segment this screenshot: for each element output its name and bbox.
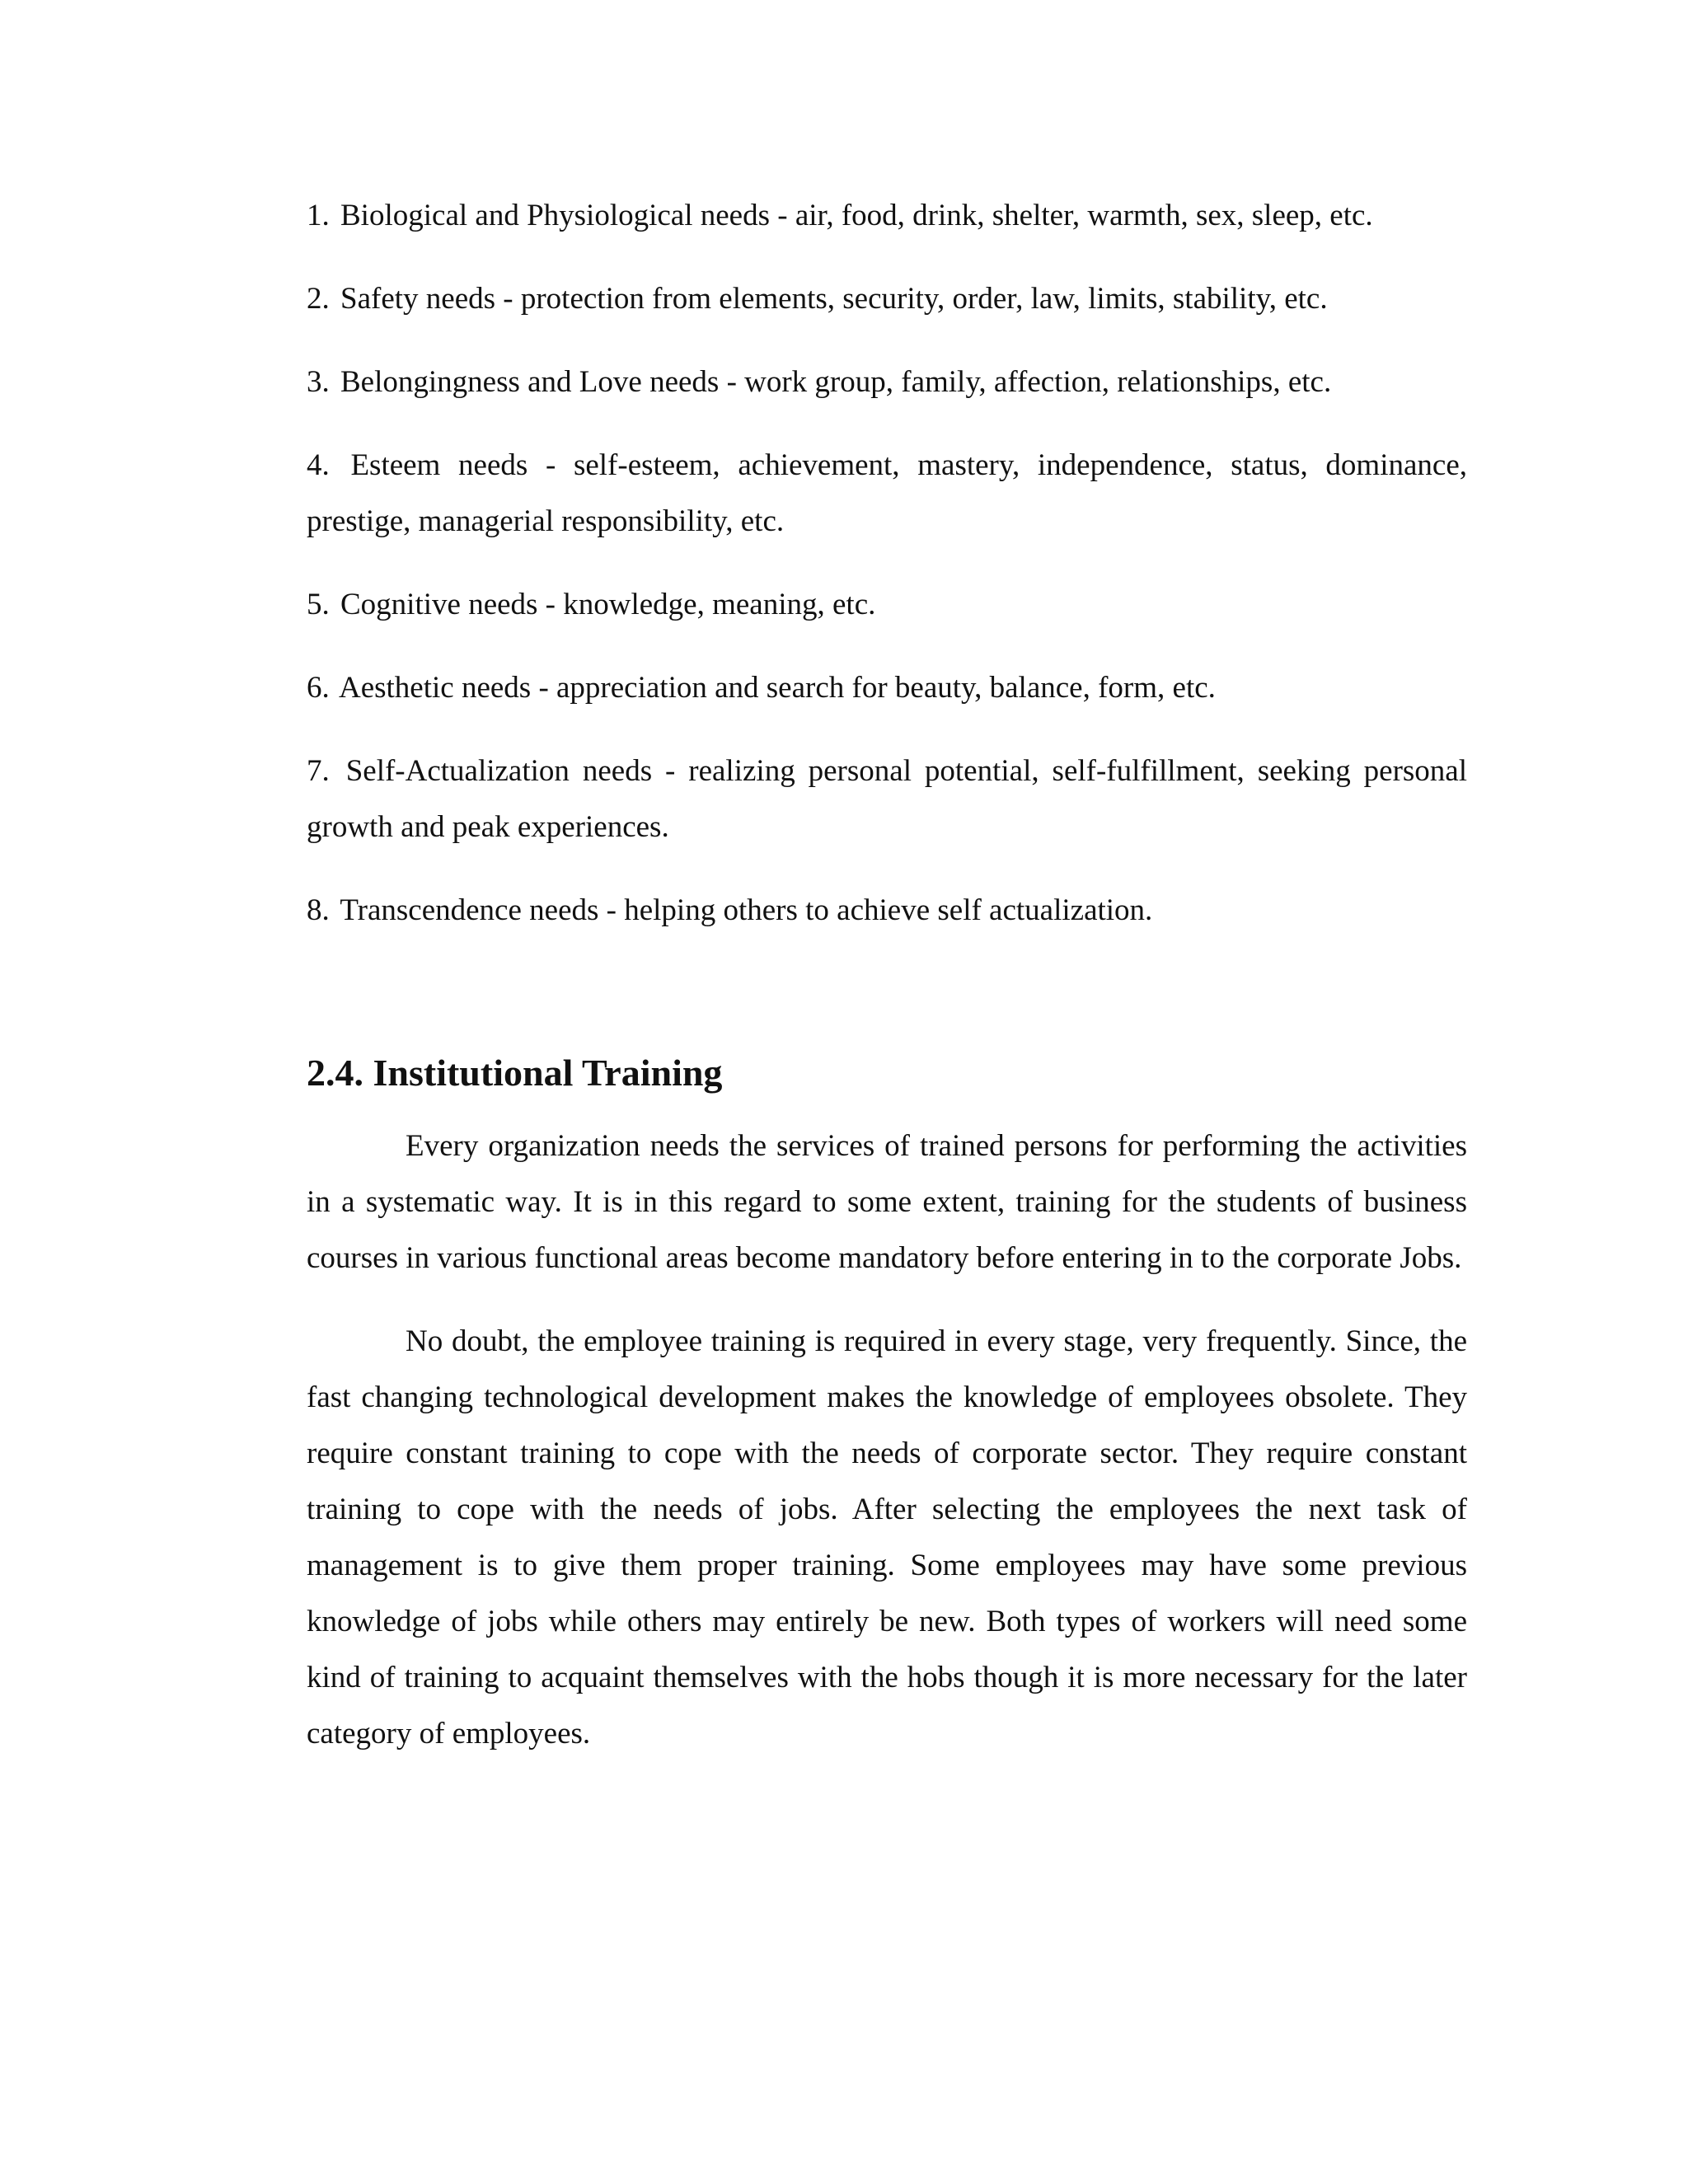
list-item-number: 2.: [307, 282, 330, 316]
page-content: [307, 188, 1467, 1789]
section-heading: 2.4. Institutional Training: [307, 1052, 723, 1094]
list-item-text: Transcendence needs - helping others to achieve self actualization.: [340, 893, 1153, 927]
list-item-text: Safety needs - protection from elements, security, order, law, limits, stability, etc.: [340, 282, 1328, 316]
list-item-number: 1.: [307, 199, 330, 232]
list-item-text: Cognitive needs - knowledge, meaning, etc.: [340, 588, 876, 621]
list-item-text: Esteem needs - self-esteem, achievement, mastery, independence, status, dominance, prestige, managerial responsibility, etc.: [307, 448, 1468, 538]
list-item: [307, 438, 1467, 550]
list-item-text: Self-Actualization needs - realizing personal potential, self-fulfillment, seeking personal growth and peak experiences.: [307, 754, 1468, 844]
body-paragraph: No doubt, the employee training is required in every stage, very frequently. Since, the fast changing technological development makes the knowledge of employees obsolete. They require constant training to cope with the needs of corporate sector. They require constant training to cope with the needs of jobs. After selecting the employees the next task of management is to give them proper training. Some employees may have some previous knowledge of jobs while others may entirely be new. Both types of workers will need some kind of training to acquaint themselves with the hobs though it is more necessary for the later category of employees.: [307, 1324, 1467, 1750]
list-item-number: 7.: [307, 754, 330, 788]
list-item: [307, 188, 1467, 244]
list-item: [307, 743, 1467, 855]
list-item-text: Aesthetic needs - appreciation and search for beauty, balance, form, etc.: [338, 671, 1216, 705]
list-item-text: Biological and Physiological needs - air, food, drink, shelter, warmth, sex, sleep, etc.: [340, 199, 1373, 232]
list-item: [307, 354, 1467, 410]
list-item-text: Belongingness and Love needs - work group, family, affection, relationships, etc.: [340, 365, 1332, 399]
body-paragraph: Every organization needs the services of trained persons for performing the activities in a systematic way. It is in this regard to some extent, training for the students of business courses in various functional areas become mandatory before entering in to the corporate Jobs.: [307, 1129, 1467, 1275]
list-item: [307, 577, 1467, 633]
list-item-number: 3.: [307, 365, 330, 399]
list-item: [307, 660, 1467, 716]
list-item-number: 8.: [307, 893, 330, 927]
list-item: [307, 271, 1467, 327]
list-item-number: 6.: [307, 671, 330, 705]
list-item-number: 4.: [307, 448, 330, 482]
list-item-number: 5.: [307, 588, 330, 621]
needs-list: [307, 188, 1467, 939]
list-item: [307, 883, 1467, 939]
